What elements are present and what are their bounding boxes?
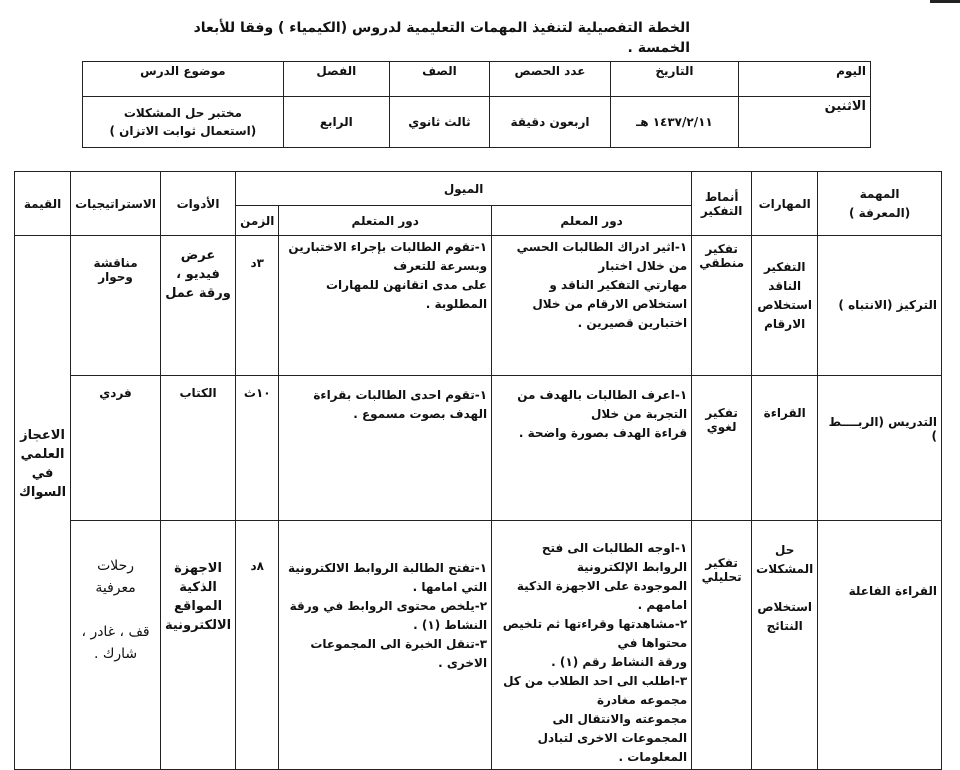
row1-task: [818, 236, 942, 376]
header-tendencies: الميول: [236, 172, 692, 206]
row1-tools: عرض فيديو ، ورقة عمل: [160, 236, 235, 376]
row3-learner-role: ١-تفتح الطالبة الروابط الالكترونية التي امامها . ٢-يلخص محتوى الروابط في ورقة النشاط (١) . ٣-تنقل الخبرة الى المجموعات الاخرى .: [279, 521, 492, 770]
header-thinking-patterns: أنماط التفكير: [692, 172, 752, 236]
header-learner-role: دور المتعلم: [279, 206, 492, 236]
info-value-grade: ثالث ثانوي: [389, 97, 489, 148]
info-header-grade: الصف: [389, 62, 489, 97]
row3-time: ٨د: [236, 521, 279, 770]
row1-teacher-role: ١-اثير ادراك الطالبات الحسي من خلال اختبار مهارتي التفكير الناقد و استخلاص الارقام من خلال اختبارين قصيرين .: [492, 236, 692, 376]
top-bar: [0, 0, 960, 8]
row3-task: القراءة الفاعلة: [818, 521, 942, 770]
header-tools: الأدوات: [160, 172, 235, 236]
row2-thinking: تفكير لغوي: [692, 376, 752, 521]
row2-teacher-role: ١-اعرف الطالبات بالهدف من التجربة من خلال قراءة الهدف بصورة واضحة .: [492, 376, 692, 521]
row3-thinking: تفكير تحليلي: [692, 521, 752, 770]
info-header-date: التاريخ: [610, 62, 738, 97]
lesson-plan-table: [14, 171, 942, 770]
row1-strategies: مناقشة وحوار: [71, 236, 161, 376]
row1-task-label: التركيز (الانتباه ): [838, 297, 937, 312]
info-value-periods: اربعون دقيقة: [490, 97, 611, 148]
row1-skills: التفكير الناقد استخلاص الارقام: [752, 236, 818, 376]
value-cell: الاعجاز العلمي في السواك: [15, 236, 71, 770]
row3-skills: حل المشكلات استخلاص النتائج: [752, 521, 818, 770]
lesson-info-table: [82, 61, 871, 148]
header-task: المهمة (المعرفة ): [818, 172, 942, 236]
info-value-day: الاثنين: [738, 97, 870, 148]
info-header-class: الفصل: [283, 62, 389, 97]
row1-time: ٣د: [236, 236, 279, 376]
row2-skills: القراءة: [752, 376, 818, 521]
row2-strategies: فردي: [71, 376, 161, 521]
info-value-topic: مختبر حل المشكلات (استعمال ثوابت الاتزان ): [83, 97, 284, 148]
row3-tools: الاجهزة الذكية المواقع الالكترونية: [160, 521, 235, 770]
row1-learner-role: ١-تقوم الطالبات بإجراء الاختبارين وبسرعة للتعرف على مدى اتقانهن للمهارات المطلوبة .: [279, 236, 492, 376]
header-skills: المهارات: [752, 172, 818, 236]
row2-learner-role: ١-تقوم احدى الطالبات بقراءة الهدف بصوت مسموع .: [279, 376, 492, 521]
header-time: الزمن: [236, 206, 279, 236]
header-strategies: الاستراتيجيات: [71, 172, 161, 236]
info-value-class: الرابع: [283, 97, 389, 148]
row2-task: التدريس (الربــــط ): [818, 376, 942, 521]
info-header-day: اليوم: [738, 62, 870, 97]
row2-time: ١٠ث: [236, 376, 279, 521]
info-header-topic: موضوع الدرس: [83, 62, 284, 97]
row3-teacher-role: ١-اوجه الطالبات الى فتح الروابط الإلكترونية الموجودة على الاجهزة الذكية امامهم . ٢-مشاهدتها وقراءتها ثم تلخيص محتواها في ورقة النشاط رقم (١) . ٣-اطلب الى احد الطلاب من كل مجموعه مغادرة مجموعته والانتقال الى المجموعات الاخرى لتبادل المعلومات .: [492, 521, 692, 770]
info-value-date: ١٤٣٧/٢/١١ هـ: [610, 97, 738, 148]
header-value: القيمة: [15, 172, 71, 236]
row1-thinking: تفكير منطقي: [692, 236, 752, 376]
document-title: الخطة التفصيلية لتنفيذ المهمات التعليمية لدروس (الكيمياء ) وفقا للأبعاد الخمسة .: [193, 20, 690, 56]
info-header-periods: عدد الحصص: [490, 62, 611, 97]
header-teacher-role: دور المعلم: [492, 206, 692, 236]
top-right-rule: [930, 0, 960, 3]
row2-tools: الكتاب: [160, 376, 235, 521]
row3-strategies: رحلات معرفية قف ، غادر ، شارك .: [71, 521, 161, 770]
